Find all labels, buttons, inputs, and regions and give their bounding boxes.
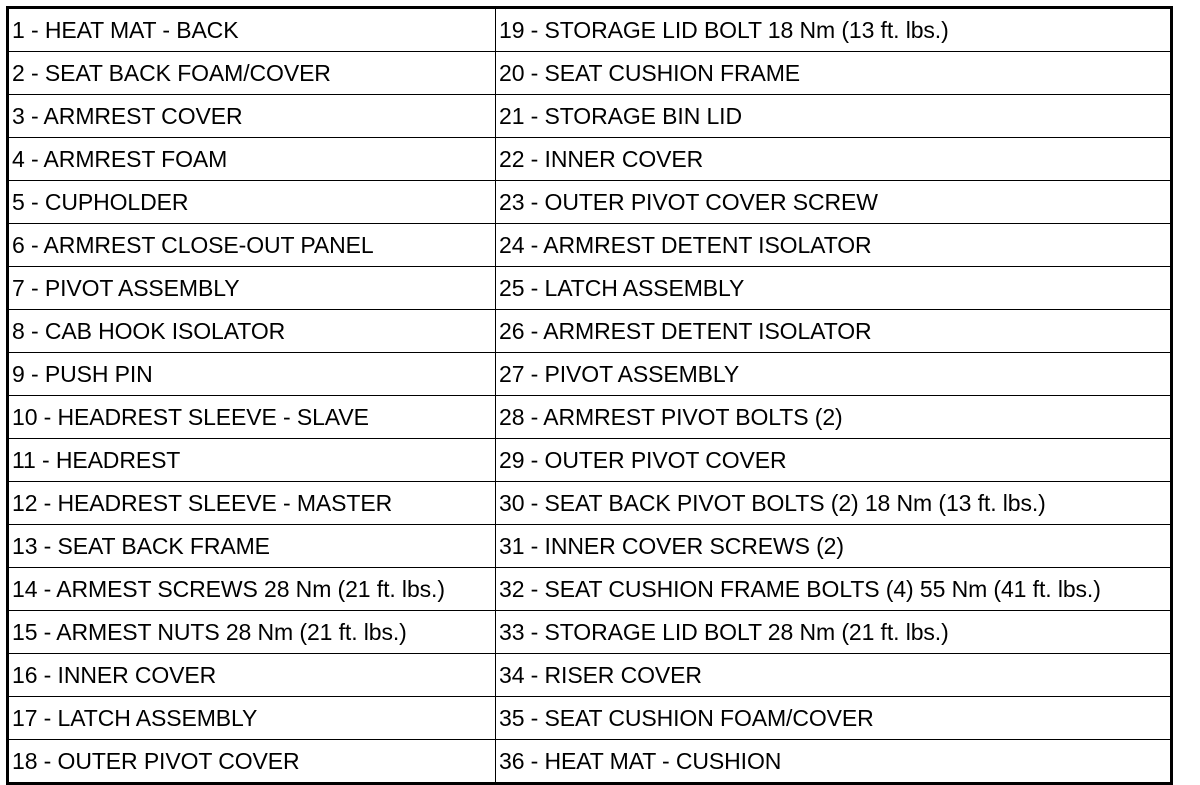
table-row [8, 353, 1172, 396]
legend-item: 29 - OUTER PIVOT COVER [496, 439, 1172, 482]
legend-item: 25 - LATCH ASSEMBLY [496, 267, 1172, 310]
table-row [8, 95, 1172, 138]
legend-item: 15 - ARMEST NUTS 28 Nm (21 ft. lbs.) [8, 611, 496, 654]
legend-item: 12 - HEADREST SLEEVE - MASTER [8, 482, 496, 525]
legend-item: 11 - HEADREST [8, 439, 496, 482]
table-row [8, 310, 1172, 353]
legend-item: 24 - ARMREST DETENT ISOLATOR [496, 224, 1172, 267]
legend-item: 2 - SEAT BACK FOAM/COVER [8, 52, 496, 95]
legend-item: 30 - SEAT BACK PIVOT BOLTS (2) 18 Nm (13 ft. lbs.) [496, 482, 1172, 525]
table-row [8, 525, 1172, 568]
legend-item: 32 - SEAT CUSHION FRAME BOLTS (4) 55 Nm (41 ft. lbs.) [496, 568, 1172, 611]
table-row [8, 181, 1172, 224]
legend-item: 35 - SEAT CUSHION FOAM/COVER [496, 697, 1172, 740]
legend-item: 34 - RISER COVER [496, 654, 1172, 697]
legend-item: 20 - SEAT CUSHION FRAME [496, 52, 1172, 95]
legend-item: 27 - PIVOT ASSEMBLY [496, 353, 1172, 396]
legend-item: 4 - ARMREST FOAM [8, 138, 496, 181]
table-row [8, 697, 1172, 740]
table-row [8, 611, 1172, 654]
legend-item: 5 - CUPHOLDER [8, 181, 496, 224]
legend-item: 1 - HEAT MAT - BACK [8, 8, 496, 52]
legend-item: 17 - LATCH ASSEMBLY [8, 697, 496, 740]
legend-item: 21 - STORAGE BIN LID [496, 95, 1172, 138]
table-row [8, 138, 1172, 181]
legend-item: 19 - STORAGE LID BOLT 18 Nm (13 ft. lbs.) [496, 8, 1172, 52]
legend-item: 22 - INNER COVER [496, 138, 1172, 181]
table-row [8, 568, 1172, 611]
table-row [8, 396, 1172, 439]
legend-item: 36 - HEAT MAT - CUSHION [496, 740, 1172, 784]
legend-item: 13 - SEAT BACK FRAME [8, 525, 496, 568]
legend-item: 33 - STORAGE LID BOLT 28 Nm (21 ft. lbs.) [496, 611, 1172, 654]
table-row [8, 52, 1172, 95]
legend-item: 26 - ARMREST DETENT ISOLATOR [496, 310, 1172, 353]
legend-item: 10 - HEADREST SLEEVE - SLAVE [8, 396, 496, 439]
legend-item: 18 - OUTER PIVOT COVER [8, 740, 496, 784]
table-row [8, 224, 1172, 267]
table-row [8, 740, 1172, 784]
legend-item: 3 - ARMREST COVER [8, 95, 496, 138]
table-row [8, 654, 1172, 697]
legend-item: 16 - INNER COVER [8, 654, 496, 697]
legend-item: 28 - ARMREST PIVOT BOLTS (2) [496, 396, 1172, 439]
legend-item: 14 - ARMEST SCREWS 28 Nm (21 ft. lbs.) [8, 568, 496, 611]
table-row [8, 482, 1172, 525]
legend-item: 7 - PIVOT ASSEMBLY [8, 267, 496, 310]
parts-legend-table [6, 6, 1173, 785]
legend-item: 31 - INNER COVER SCREWS (2) [496, 525, 1172, 568]
legend-item: 6 - ARMREST CLOSE-OUT PANEL [8, 224, 496, 267]
table-row [8, 267, 1172, 310]
table-row [8, 8, 1172, 52]
table-row [8, 439, 1172, 482]
legend-item: 23 - OUTER PIVOT COVER SCREW [496, 181, 1172, 224]
parts-legend-body [8, 8, 1172, 784]
legend-item: 8 - CAB HOOK ISOLATOR [8, 310, 496, 353]
legend-item: 9 - PUSH PIN [8, 353, 496, 396]
